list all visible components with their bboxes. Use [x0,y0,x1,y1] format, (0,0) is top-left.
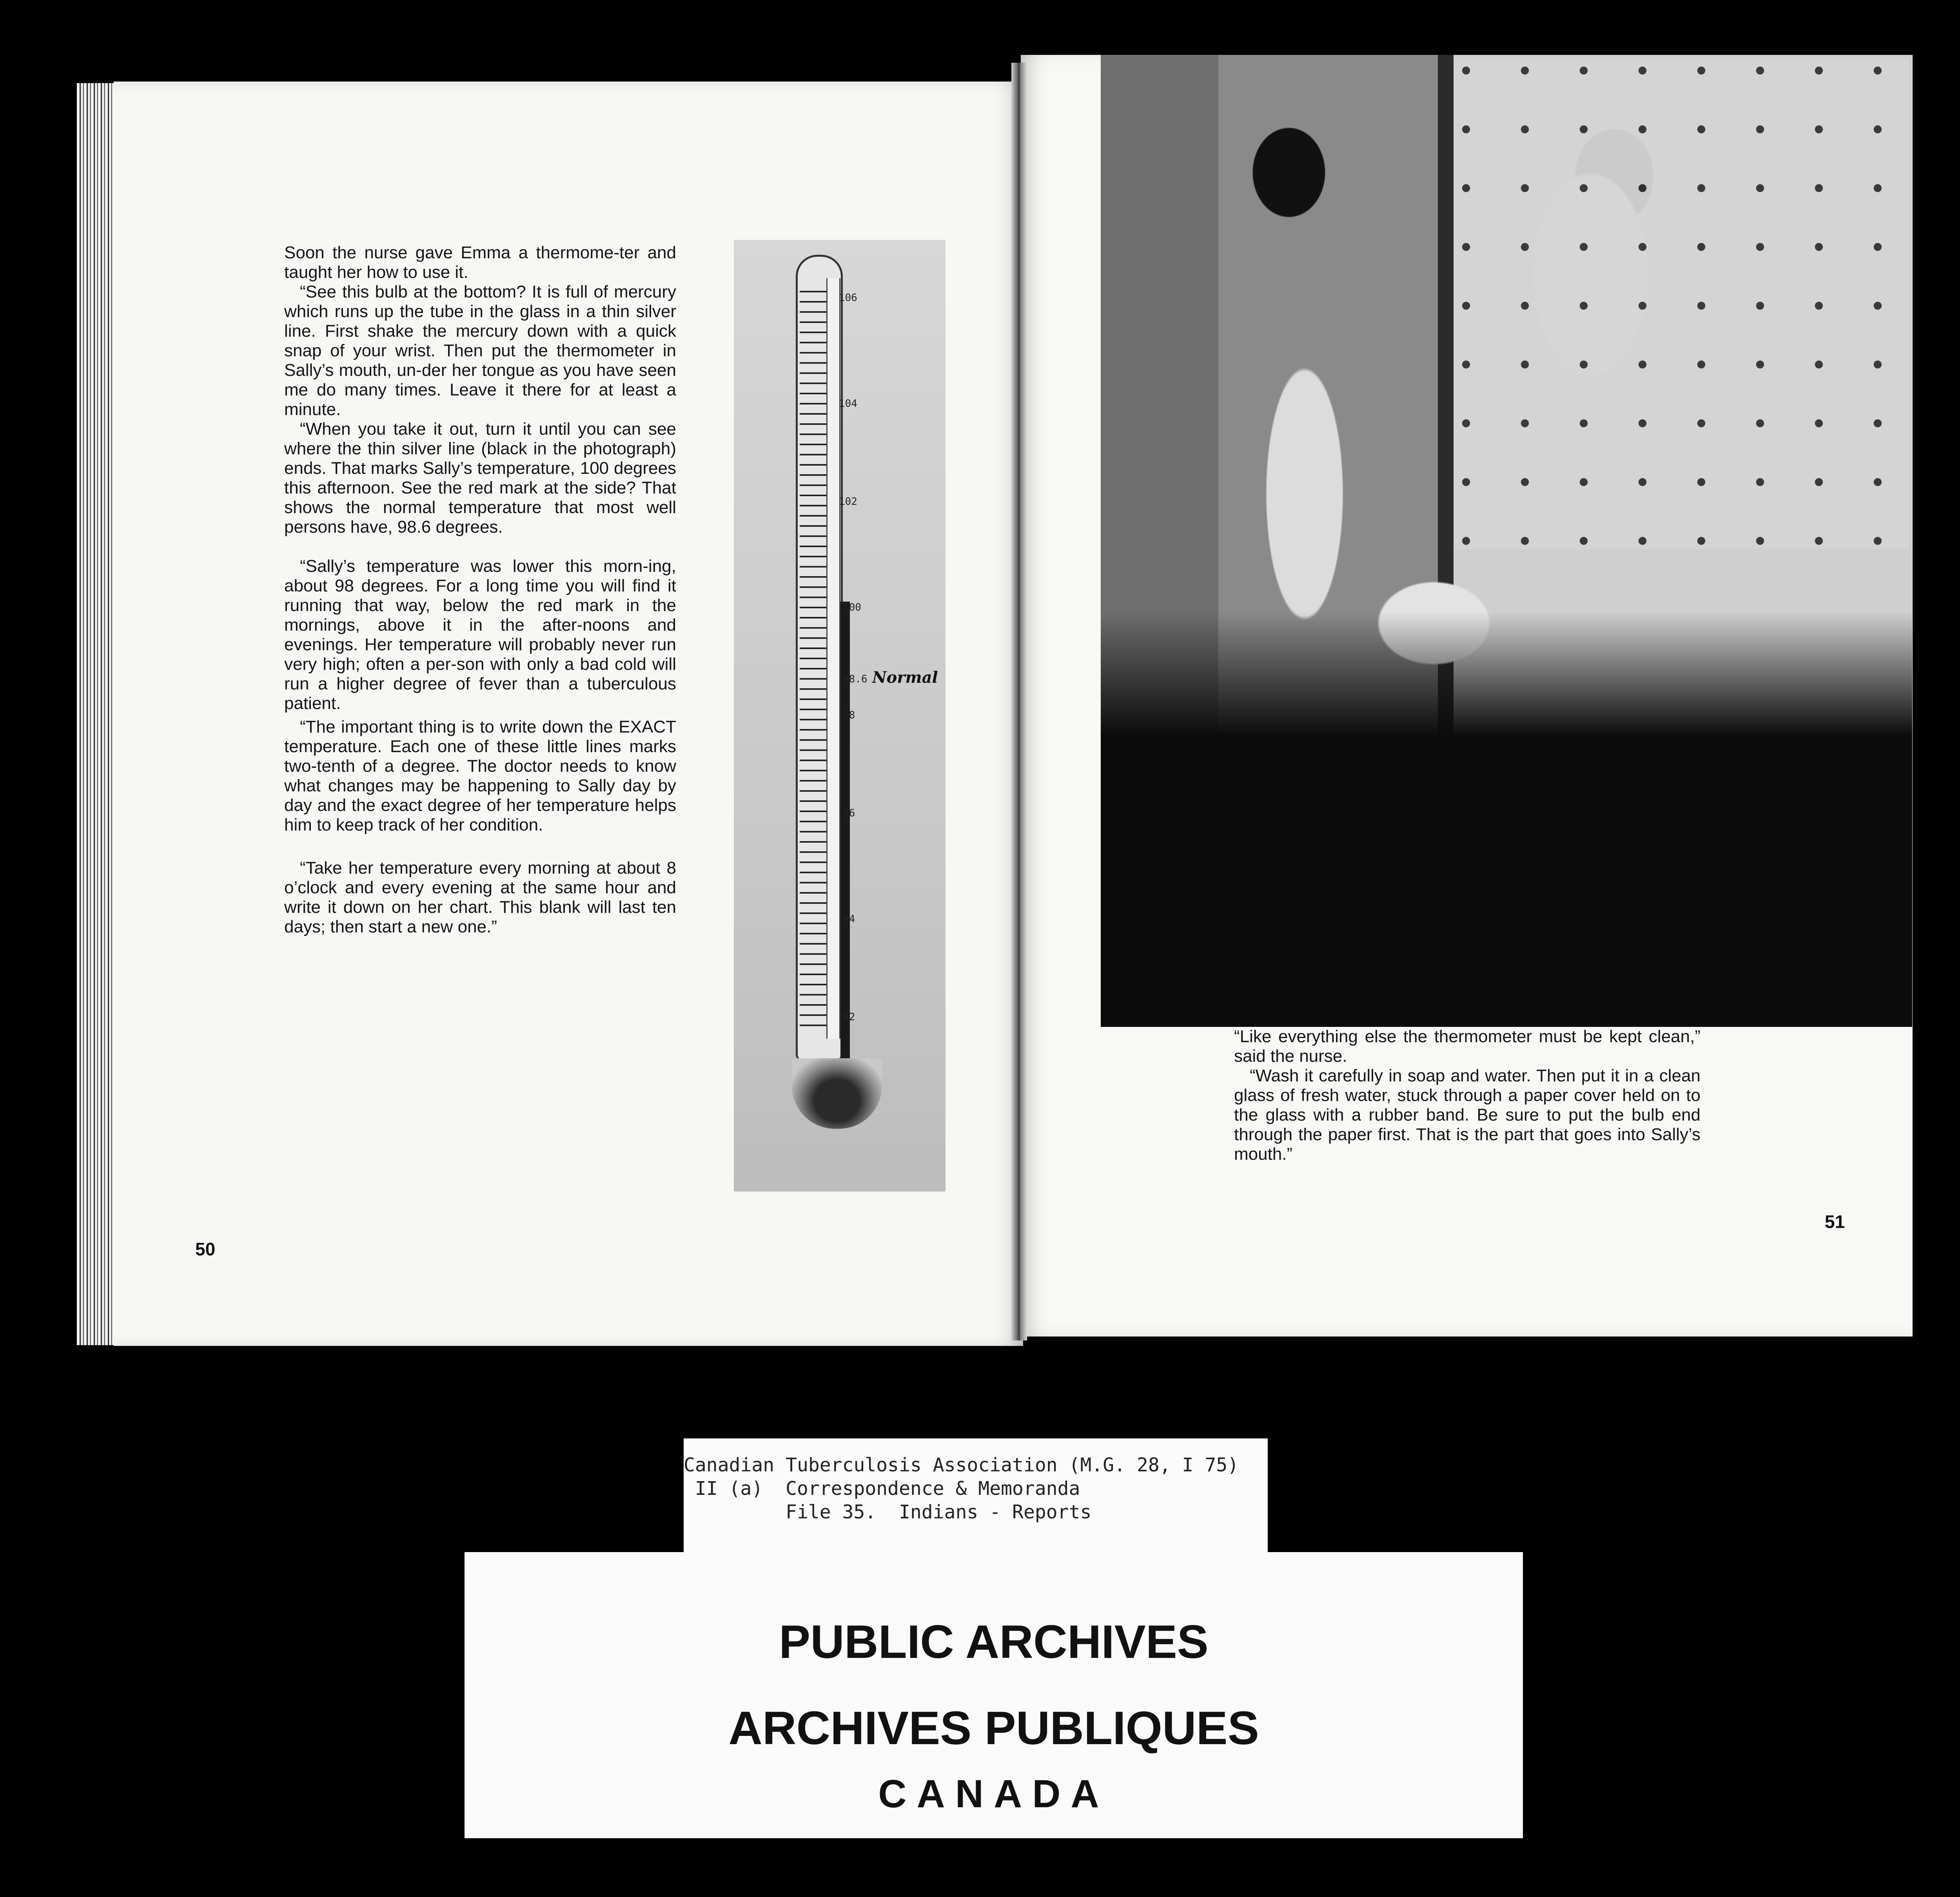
photo-shadow-floor [1101,611,1912,1027]
left-paragraph-6: “Take her temperature every morning at about 8 o’clock and every evening at the same hour and write it down on her chart. This blank will last ten days; then start a new one.” [284,858,676,936]
right-paragraph-1: “Like everything else the thermometer must be kept clean,” said the nurse. [1234,1027,1700,1066]
left-paragraph-4: “Sally’s temperature was lower this morn-ing, about 98 degrees. For a long time you will find it running that way, below the red mark in the mornings, above it in the after-noons and evenings. Her temperature will probably never run very high; often a per-son with only a bad cold will run a higher degree of fever than a tuberculous patient. [284,557,676,713]
reference-line-1: Canadian Tuberculosis Association (M.G. 28, I 75) [684,1454,1239,1476]
normal-mark-label: Normal [872,668,938,687]
reference-card [684,1438,1268,1556]
page-number-right: 51 [1825,1211,1845,1232]
left-paragraph-1: Soon the nurse gave Emma a thermome-ter and taught her how to use it. [284,243,676,282]
left-paragraph-5: “The important thing is to write down the EXACT temperature. Each one of these little lines marks two-tenth of a degree. The doctor needs to know what changes may be happening to Sally day by day and the exact degree of her temperature helps him to keep track of her condition. [284,717,676,834]
tick-label-96: 96 [843,807,855,819]
left-paragraph-2: “See this bulb at the bottom? It is full of mercury which runs up the tube in the glass in a thin silver line. First shake the mercury down with a quick snap of your wrist. Then put the thermometer in Sally’s mouth, un-der her tongue as you have seen me do many times. Leave it there for at least a minute. [284,282,676,419]
tick-label-98: 98 [843,709,855,721]
reference-line-3: File 35. Indians - Reports [684,1501,1092,1523]
archive-title-french: ARCHIVES PUBLIQUES [728,1702,1259,1754]
page-number-left: 50 [195,1239,216,1259]
archive-card [465,1552,1523,1838]
thermometer-scale [800,282,827,1027]
tick-label-98-6: 98.6 [843,673,867,685]
archive-country: CANADA [878,1772,1109,1816]
mercury-column [840,602,850,1072]
tick-label-102: 102 [839,496,857,508]
right-paragraph-2: “Wash it carefully in soap and water. Then put it in a clean glass of fresh water, stuck through a paper cover held on to the glass with a rubber band. Be sure to put the bulb end through the paper first. That is the part that goes into Sally’s mouth.” [1234,1066,1700,1164]
tick-label-94: 94 [843,913,855,925]
tick-label-92: 92 [843,1011,855,1023]
tick-label-100: 100 [843,602,861,613]
left-paragraph-3: “When you take it out, turn it until you can see where the thin silver line (black in the photograph) ends. That marks Sally’s temperature, 100 degrees this afternoon. See the red mark at the side? That shows the normal temperature that most well persons have, 98.6 degrees. [284,419,676,537]
reference-line-2: II (a) Correspondence & Memoranda [684,1478,1080,1500]
archive-title-english: PUBLIC ARCHIVES [779,1616,1209,1668]
tick-label-104: 104 [839,398,857,410]
book-gutter [1011,63,1027,1340]
thermometer-bore [826,278,840,1039]
tick-label-106: 106 [839,292,857,304]
floral-wallpaper [1454,59,1909,549]
